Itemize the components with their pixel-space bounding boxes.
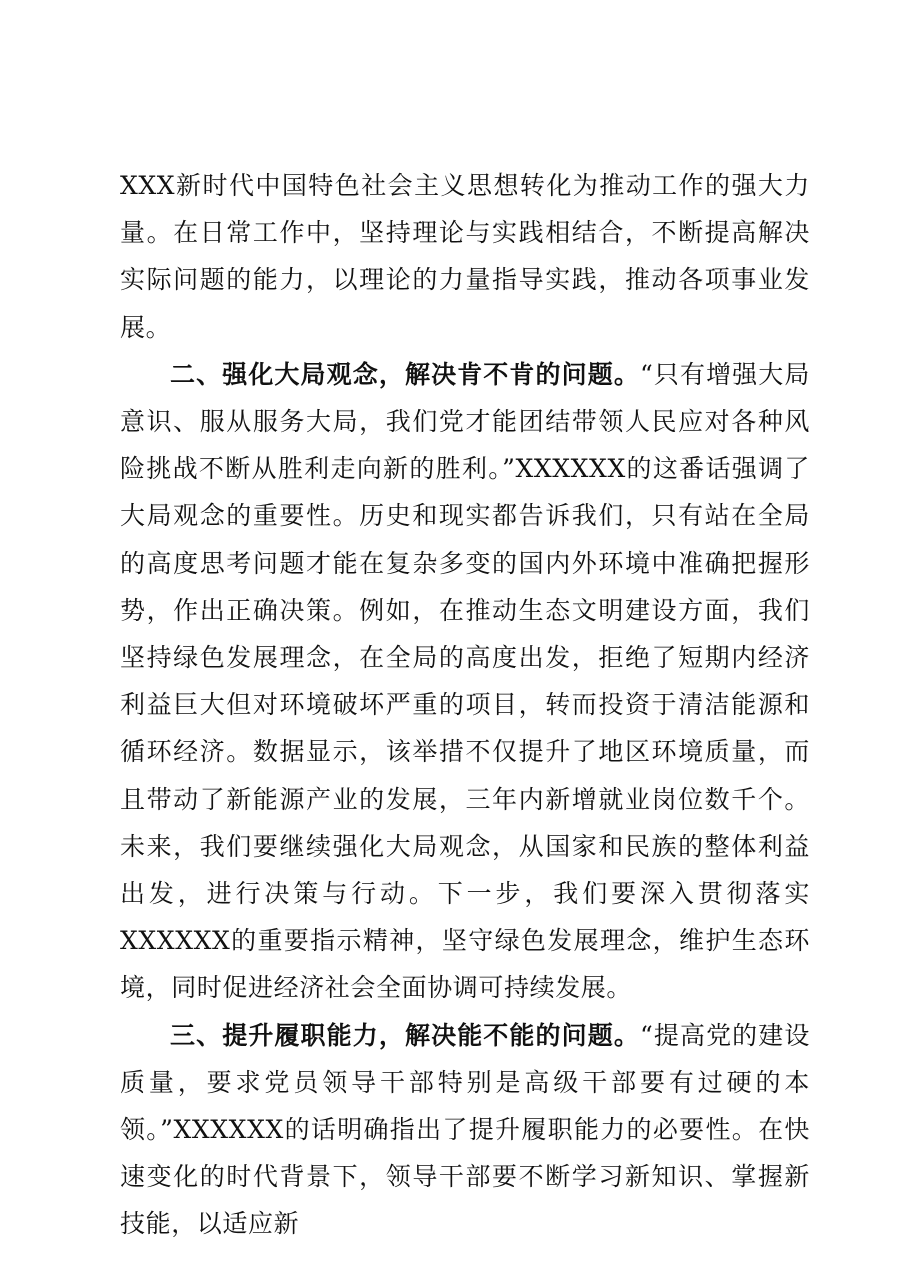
paragraph-section-2 — [120, 351, 810, 1012]
paragraph-text: “只有增强大局意识、服从服务大局，我们党才能团结带领人民应对各种风险挑战不断从胜利走向新的胜利。”XXXXXX的这番话强调了大局观念的重要性。历史和现实都告诉我们，只有站在全局的高度思考问题才能在复杂多变的国内外环境中准确把握形势，作出正确决策。例如，在推动生态文明建设方面，我们坚持绿色发展理念，在全局的高度出发，拒绝了短期内经济利益巨大但对环境破坏严重的项目，转而投资于清洁能源和循环经济。数据显示，该举措不仅提升了地区环境质量，而且带动了新能源产业的发展，三年内新增就业岗位数千个。未来，我们要继续强化大局观念，从国家和民族的整体利益出发，进行决策与行动。下一步，我们要深入贯彻落实XXXXXX的重要指示精神，坚守绿色发展理念，维护生态环境，同时促进经济社会全面协调可持续发展。 — [120, 359, 811, 1003]
section-heading: 二、强化大局观念，解决肯不肯的问题。 — [170, 359, 640, 389]
paragraph-continuation — [120, 162, 810, 351]
paragraph-text: XXX新时代中国特色社会主义思想转化为推动工作的强大力量。在日常工作中，坚持理论与实践相结合，不断提高解决实际问题的能力，以理论的力量指导实践，推动各项事业发展。 — [120, 171, 810, 342]
section-heading: 三、提升履职能力，解决能不能的问题。 — [170, 1020, 640, 1050]
paragraph-section-3 — [120, 1012, 810, 1248]
paragraph-text: “提高党的建设质量，要求党员领导干部特别是高级干部要有过硬的本领。”XXXXXX的话明确指出了提升履职能力的必要性。在快速变化的时代背景下，领导干部要不断学习新知识、掌握新技能，以适应新 — [120, 1020, 811, 1239]
document-body — [120, 162, 810, 1248]
